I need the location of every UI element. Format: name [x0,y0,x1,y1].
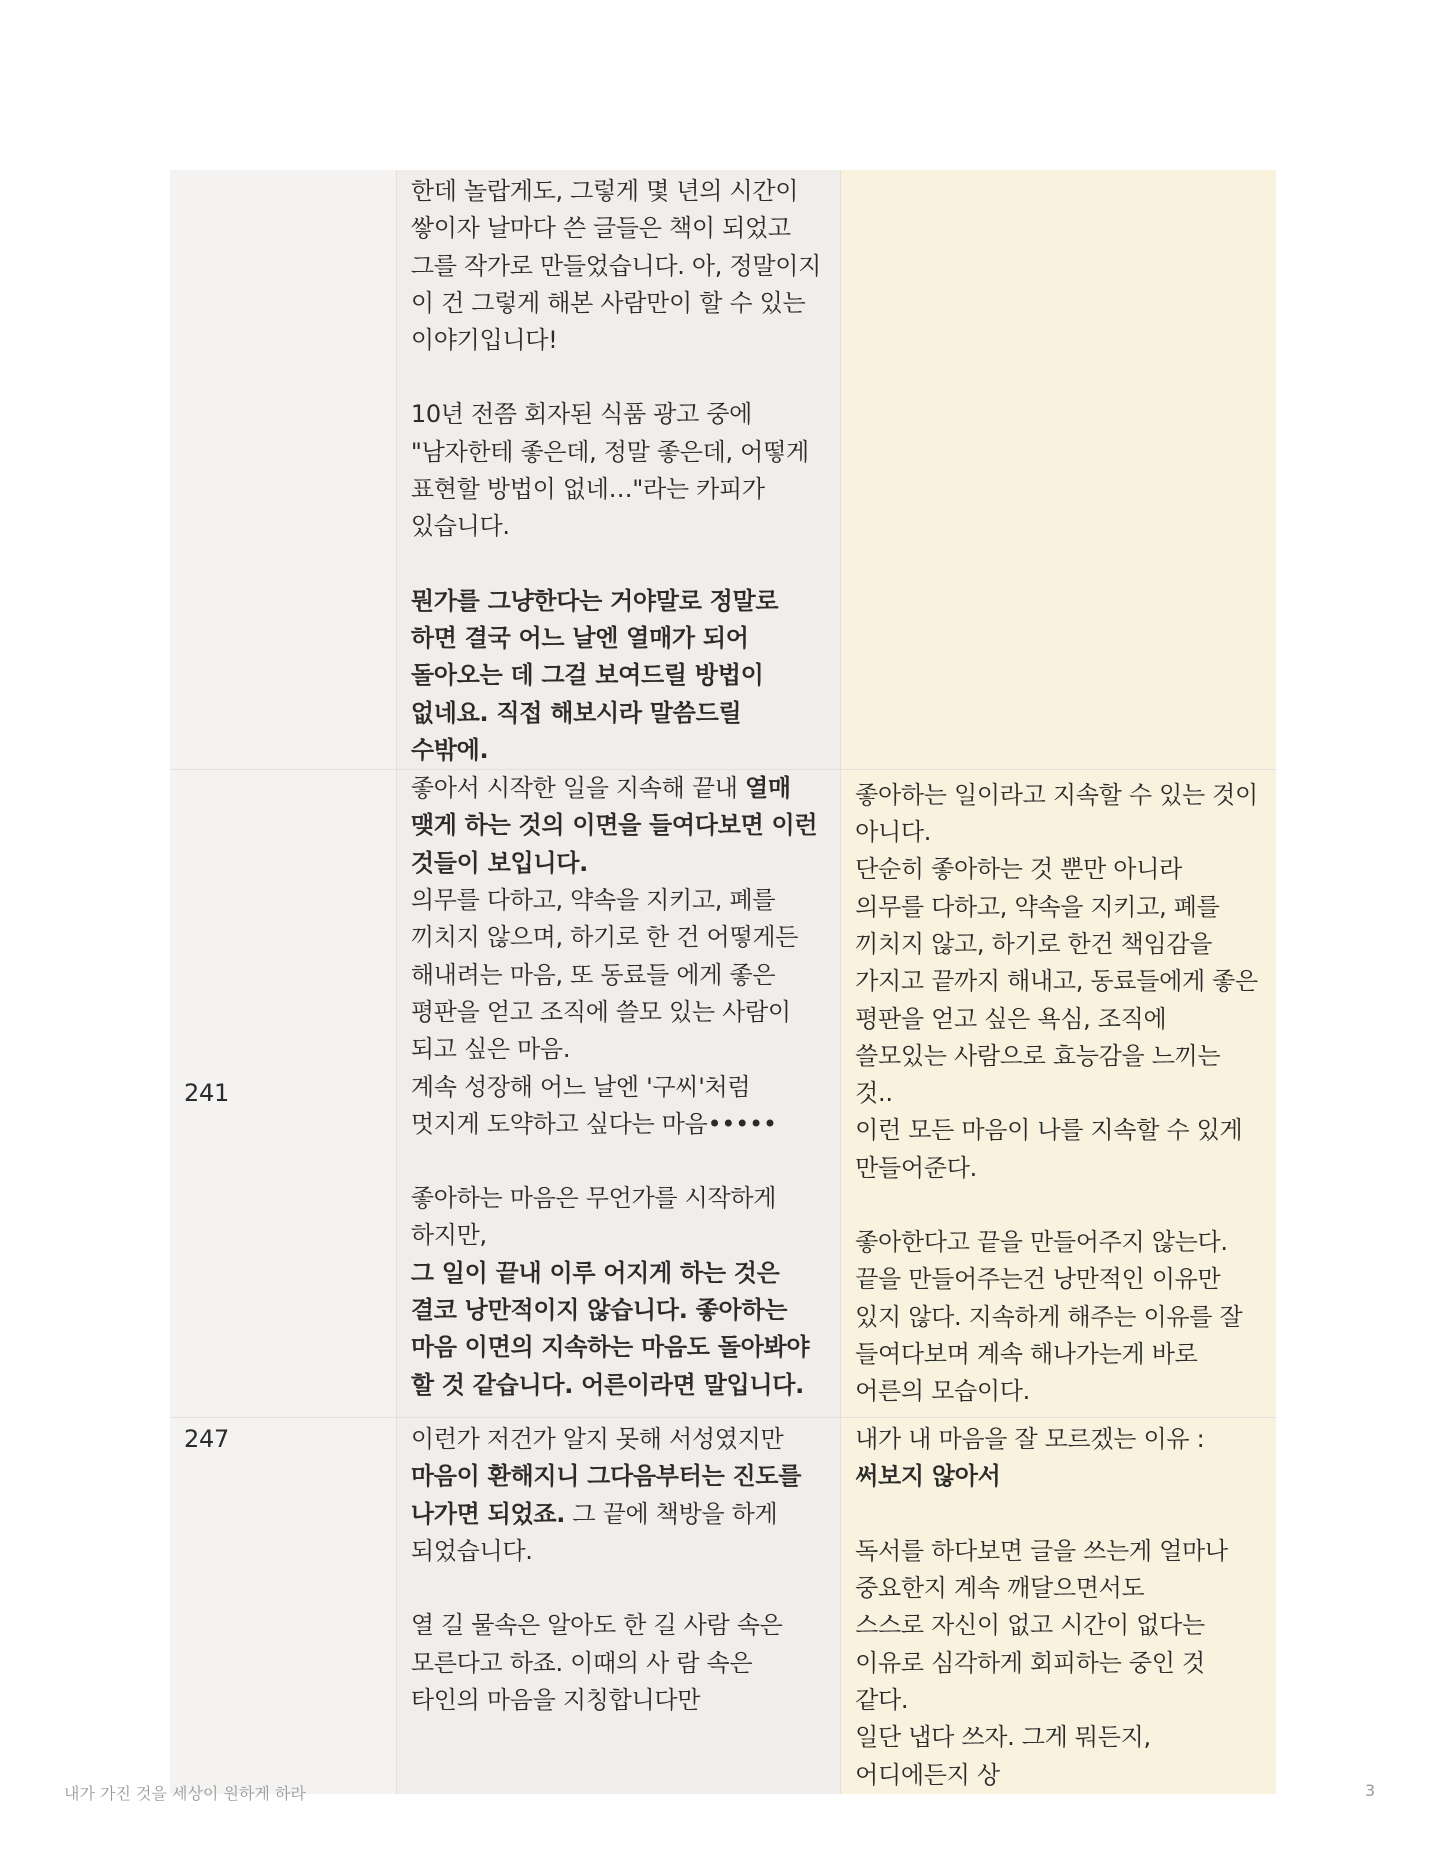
table-row [170,770,1276,1418]
note-paragraph: 단순히 좋아하는 것 뿐만 아니라 [855,855,1182,884]
quote-text: 이런가 저건가 알지 못해 서성였지만 [410,1425,784,1454]
quote-paragraph: 한데 놀랍게도, 그렇게 몇 년의 시간이 쌓이자 날마다 쓴 글들은 책이 되었고 그를 작가로 만들었습니다. 아, 정말이지 이 건 그렇게 해본 사람만이 할 수 있는 이야기입니다! [410,177,829,355]
note-paragraph: 의무를 다하고, 약속을 지키고, 폐를 끼치지 않고, 하기로 한건 책임감을 가지고 끝까지 해내고, 동료들에게 좋은 평판을 얻고 싶은 욕심, 조직에 쓸모있는 사람으로 효능감을 느끼는 것.. [855,892,1258,1108]
quote-paragraph: 열 길 물속은 알아도 한 길 사람 속은 모른다고 하죠. 이때의 사 람 속은 타인의 마음을 지칭합니다만 [410,1611,783,1714]
table-row [170,170,1276,770]
page-number-cell [170,170,396,770]
note-paragraph: 이런 모든 마음이 나를 지속할 수 있게 만들어준다. [855,1116,1243,1182]
note-paragraph: 좋아한다고 끝을 만들어주지 않는다. 끝을 만들어주는건 낭만적인 이유만 있지 않다. 지속하게 해주는 이유를 잘 들여다보며 계속 해나가는게 바로 어른의 모습이다. [855,1228,1243,1406]
quote-text-bold: 열매 맺게 하는 것의 이면을 들여다보면 이런 것들이 보입니다. [410,774,818,877]
note-paragraph: 스스로 자신이 없고 시간이 없다는 이유로 심각하게 회피하는 중인 것 같다. [855,1611,1205,1714]
quote-cell [396,170,840,770]
footer-page-number: 3 [1365,1781,1376,1800]
quote-paragraph: 계속 성장해 어느 날엔 '구씨'처럼 멋지게 도약하고 싶다는 마음••••• [410,1072,777,1138]
quote-paragraph-bold: 뭔가를 그냥한다는 거야말로 정말로 하면 결국 어느 날엔 열매가 되어 돌아오는 데 그걸 보여드릴 방법이 없네요. 직접 해보시라 말씀드릴 수밖에. [410,586,787,764]
note-text: 내가 내 마음을 잘 모르겠는 이유 : [855,1425,1205,1454]
quote-paragraph [411,1421,826,1570]
note-paragraph: 일단 냅다 쓰자. 그게 뭐든지, 어디에든지 상 [855,1723,1151,1789]
note-cell [841,770,1276,1418]
note-paragraph [855,1421,1262,1496]
quote-text-bold: 마음이 환해지니 그다음부터는 진도를 나가면 되었죠. [410,1462,802,1528]
quote-paragraph: 10년 전쯤 회자된 식품 광고 중에 "남자한테 좋은데, 정말 좋은데, 어떻게 표현할 방법이 없네…"라는 카피가 있습니다. [410,400,817,541]
quote-paragraph: 의무를 다하고, 약속을 지키고, 폐를 끼치지 않으며, 하기로 한 건 어떻게든 해내려는 마음, 또 동료들 에게 좋은 평판을 얻고 조직에 쓸모 있는 사람이 되고 싶은 마음. [410,886,799,1064]
note-paragraph: 좋아하는 일이라고 지속할 수 있는 것이 아니다. [855,780,1258,847]
table-row [170,1418,1276,1794]
quote-cell [396,1418,840,1794]
quote-paragraph: 좋아하는 마음은 무언가를 시작하게 하지만, [410,1184,777,1250]
quote-text: 좋아서 시작한 일을 지속해 끝내 [410,774,745,803]
footer-book-title: 내가 가진 것을 세상이 원하게 하라 [64,1784,306,1803]
page-number-cell: 247 [170,1418,396,1794]
note-cell [841,170,1276,770]
note-cell [841,1418,1276,1794]
quote-cell [396,770,840,1418]
page-number-cell: 241 [170,770,396,1418]
note-paragraph: 독서를 하다보면 글을 쓰는게 얼마나 중요한지 계속 깨달으면서도 [855,1536,1228,1603]
quote-paragraph [411,770,826,882]
note-text-bold: 써보지 않아서 [855,1462,1001,1491]
quote-text: 그 끝에 책방을 하게 되었습니다. [410,1499,778,1566]
reading-notes-table [170,170,1276,1794]
quote-paragraph-bold: 그 일이 끝내 이루 어지게 하는 것은 결코 낭만적이지 않습니다. 좋아하는 마음 이면의 지속하는 마음도 돌아봐야 할 것 같습니다. 어른이라면 말입니다. [410,1258,810,1399]
